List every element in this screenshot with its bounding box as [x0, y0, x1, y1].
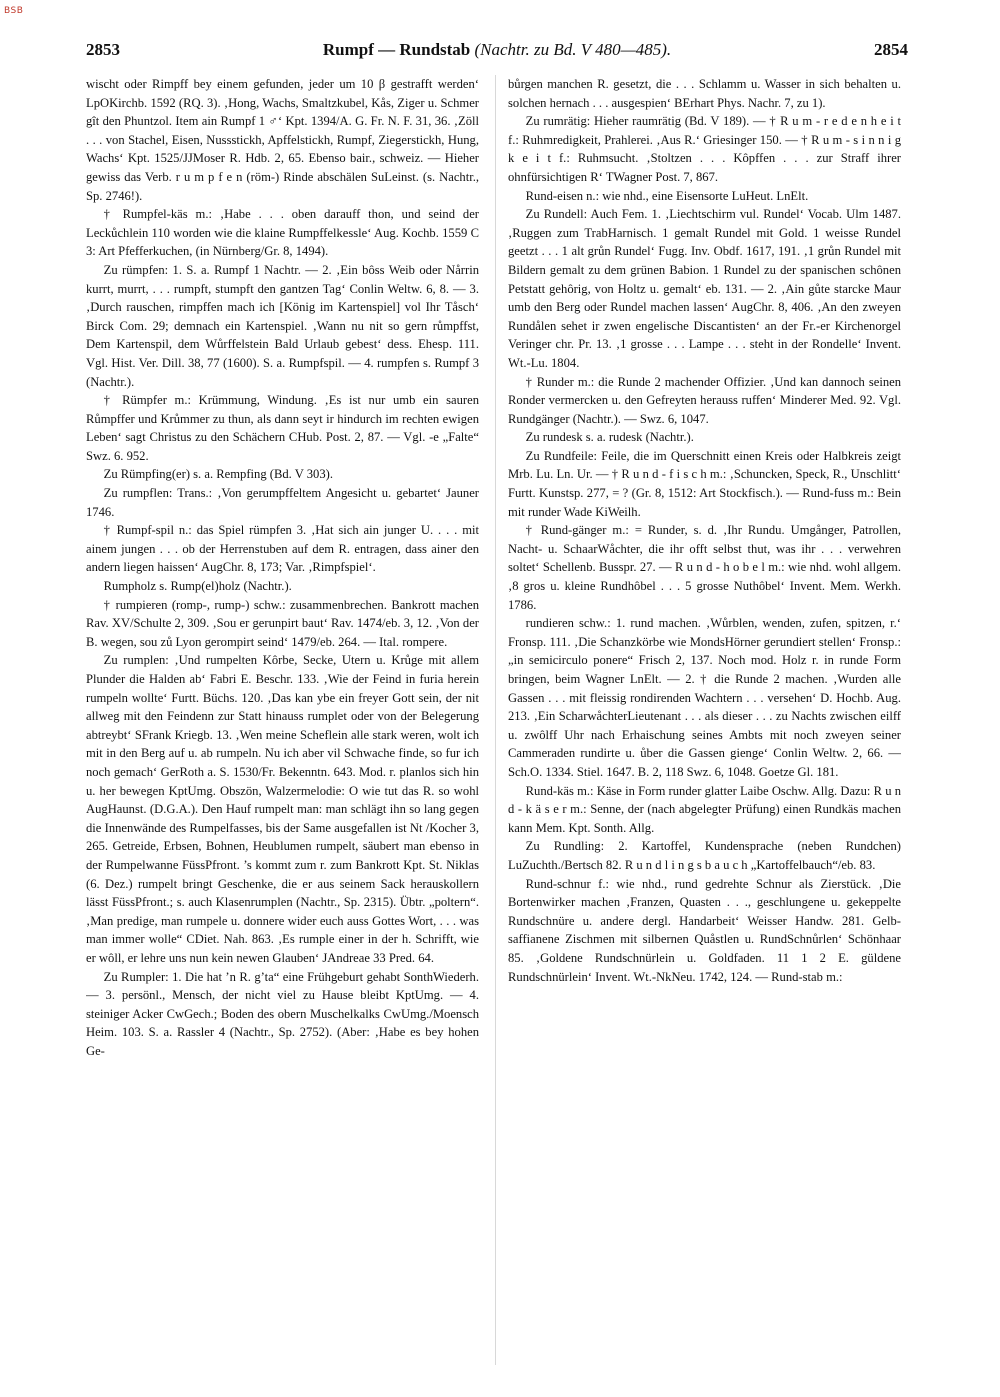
column-divider	[495, 75, 496, 1365]
entry-rumpfel-kaes: † Rumpfel-käs m.: ‚Habe . . . oben darauff thon, und seind der Leckůchlein 110 worden wie die klaine Rumpffelkessle‘ Aug. Kochb. 1559 C 3: Art Pfefferkuchen, (in Nürnberg/Gr. 8, 1494).	[86, 207, 479, 259]
running-title-keywords: Rumpf — Rundstab	[322, 40, 471, 59]
entry-rundesk: Zu rundesk s. a. rudesk (Nachtr.).	[525, 430, 694, 445]
entry-rumraetig: Zu rumrätig: Hieher raumrätig (Bd. V 189). — † R u m - r e d e n h e i t f.: Ruhmredigkeit, Prahlerei. ‚Aus R.‘ Griesinger 150. — † R u m - s i n n i g k e i t f.: Ruhmsucht. ‚Stoltzen . . . Kôpffen . . . zur Straff ihrer ohnfürsichtigen R‘ TWagner Post. 7, 867.	[508, 114, 901, 184]
entry-rundieren: rundieren schw.: 1. rund machen. ‚Wůrblen, wenden, zufen, spitzen, r.‘ Fronsp. 111. ‚Die Schanzkörbe wie MondsHörner gerundiert stellen‘ Fronsp.: „in semicirculo ponere“ Frisch 2, 137. Noch mod. Holz r. in runde Form bringen, beim Wagner LnElt. — 2. † die Runde 2 machen. ‚Wurden alle Gassen . . . mit fleissig rondirenden Wachtern . . . versehen‘ D. Hochb. Aug. 213. ‚Ein ScharwåchterLieutenant . . . als dieser . . . zu Nachts zwischen eilff u. zwôlff Uhr nach Erhaischung seines Ambts mit noch zweyen seiner Cammeraden rundirte u. ůber die Gassen gienge‘ Conlin Weltw. 2, 66. — Sch.O. 1334. Stiel. 1647. B. 2, 118 Swz. 6, 1048. Goetze Gl. 181.	[508, 616, 901, 779]
entry-rundfeile: Zu Rundfeile: Feile, die im Querschnitt einen Kreis oder Halbkreis zeigt Mrb. Lu. Ln. Ur. — † R u n d - f i s c h m.: ‚Schuncken, Speck, R., Unschlitt‘ Furtt. Kunstsp. 277, = ? (Gr. 8, 1512: Art Stockfisch.). — Rund-fuss m.: Bein mit runder Wade KiWeilh.	[508, 448, 901, 519]
entry-rund-kaes: Rund-käs m.: Käse in Form runder glatter Laibe Oschw. Allg. Dazu: R u n d - k ä s e r m.: Senne, der (nach abgelegter Prüfung) einen Rundkäs machen kann Mem. Kpt. Sonth. Allg.	[508, 783, 901, 835]
page-header	[86, 40, 908, 66]
running-title-reference: (Nachtr. zu Bd. V 480—485).	[474, 40, 672, 59]
page-number-left: 2853	[86, 40, 120, 59]
entry-rumpflen: Zu rumpflen: Trans.: ‚Von gerumpffeltem Angesicht u. gebartet‘ Jauner 1746.	[86, 486, 479, 519]
entry-ruempfen: Zu rümpfen: 1. S. a. Rumpf 1 Nachtr. — 2. ‚Ein bôss Weib oder Nårrin kurrt, murrt, . . . rumpft, stumpft den gantzen Tag‘ Conlin Weltw. 6, 8. — 3. ‚Durch rauschen, rimpffen mach ich [König im Kartenspiel] vol Ihr Tåsch‘ Birck Com. 29; demnach ein Kartenspiel. ‚Wann nu nit so gern růmpffst, Dem Kartenspil, dem Wůrffelstein Bald Urlaub gebest‘ dess. Ehesp. 111. Vgl. Hist. Ver. Dill. 38, 77 (1600). S. a. Rumpfspil. — 4. rumpfen s. Rumpf 3 (Nachtr.).	[86, 262, 479, 389]
library-stamp: BSB	[4, 6, 24, 16]
running-title	[86, 40, 908, 60]
entry-rundling: Zu Rundling: 2. Kartoffel, Kundensprache (neben Rundchen) LuZuchth./Bertsch 82. R u n d l i n g s b a u c h „Kartoffelbauch“/eb. 83.	[508, 839, 901, 872]
entry-runder: † Runder m.: die Runde 2 machender Offizier. ‚Und kan dannoch seinen Ronder vermercken u. den Gefreyten herauss ruffen‘ Minderer Med. 92. Vgl. Rundgänger (Nachtr.). — Swz. 6, 1047.	[508, 374, 901, 426]
entry-rumpf-spil: † Rumpf-spil n.: das Spiel rümpfen 3. ‚Hat sich ain junger U. . . . mit ainem jungen . . . ob der Herrenstuben auf dem R. entragen, dass ainer den andern liegen haissen‘ AugChr. 8, 173; Var. ‚Rimpfspiel‘.	[86, 523, 479, 575]
entry-rumpler: Zu Rumpler: 1. Die hat ’n R. g’ta“ eine Frühgeburt gehabt SonthWiederh. — 3. persönl., Mensch, der nicht viel zu Hause bleibt KptUmg. — 4. steiniger Acker CwGech.; Boden des obern Muschelkalks CwUmg./Moensch Heim. 103. S. a. Rassler 4 (Nachtr., Sp. 2752). (Aber: ‚Habe es bey hohen Ge-	[86, 969, 479, 1058]
entry-rumplen: Zu rumplen: ‚Und rumpelten Kôrbe, Secke, Utern u. Krůge mit allem Plunder die Halden ab‘ Fabri E. Beschr. 133. ‚Wie der Feind in furia herein rumpeln wollte‘ Furtt. Büchs. 120. ‚Das kan ybe ein freyer Gott sein, der nit allweg mit den Feindenn zur Statt hinauss rumplet oder von der Belegerung abtreybt‘ SFrank Kriegb. 13. ‚Wen meine Scheflein alle stark weren, wolt ich mit in den Berg auf u. ab rumpeln. Nu ich aber vil Schwache finde, so fur ich noch gemach‘ GerRoth a. S. 1530/Fr. Bekenntn. 643. Mod. r. planlos sich hin u. her bewegen KptUmg. Obszön, Walzermelodie: O wie tut das R. so wohl AugHaunst. (D.G.A.). Den Hauf rumpelt man: man schlägt ihn so lang gegen die Innenwände des Rumpelfasses, bis der Same ausgefallen ist Nt /Kocher 3, 265. Getreide, Erbsen, Bohnen, Heublumen rumpelt, säubert man ebenso in der Rumpelwanne FüssPfront. ’s kommt zum r. zum Bankrott Kpt. St. Niklas (6. Dez.) rumpelt bringt Geschenke, die er aus seinem Sack herauskollern lässt FüssPfront.; s. auch Klasenrumplen (Nachtr., Sp. 2315). Übtr. „poltern“. ‚Man predige, man rumpele u. donnere wider euch auss Gottes Wort, . . . was man immer wolle“ CDiet. Nah. 863. ‚Es rumple einer in der h. Schrifft, wie er wôll, er lehre uns nun kein newen Glauben‘ JAndreae 33 Pred. 64.	[86, 653, 479, 965]
entry-rundell: Zu Rundell: Auch Fem. 1. ‚Liechtschirm vul. Rundel‘ Vocab. Ulm 1487. ‚Ruggen zum TrabHarnisch. 1 gemalt Rundel mit Gold. 1 weisse Rundel geetzt . . . 1 alt grůn Rundel‘ Fugg. Inv. Obdf. 1617, 191. ‚1 grůn Rundel mit Bildern gemalt zu dem grünen Babion. 1 Rundel zu der spanischen schônen Petstatt gehôrig, von Holtz u. gemalt‘ eb. 131. — 2. ‚Ain gůte starcke Maur umb den Berg oder Rundel machen lassen‘ AugChr. 8, 406. ‚An den zweyen Rundålen sehet ir zwen engelische Discantisten‘ an der Fr.-er Kirchenorgel Veringer chr. Pr. 13. ‚1 grosse . . . Lampe . . . steht in der Rondelle‘ Invent. Wt.-Lu. 1804.	[508, 207, 901, 370]
entry-rund-eisen: Rund-eisen n.: wie nhd., eine Eisensorte LuHeut. LnElt.	[525, 188, 809, 203]
entry-ruempfer: † Rümpfer m.: Krümmung, Windung. ‚Es ist nur umb ein sauren Růmpffer und Krůmmer zu thun, als dann seyt ir hindurch im rechten ewigen Leben‘ sagt Christus zu den Schächern CHub. Post. 2, 87. — Vgl. -e „Falte“ Swz. 6. 952.	[86, 393, 479, 463]
entry-rund-schnur: Rund-schnur f.: wie nhd., rund gedrehte Schnur als Zierstück. ‚Die Bortenwirker machen ‚Franzen, Quasten . . ., geschlungene u. gekeppelte Rundschnüre u. andere dergl. Handarbeit‘ Weisser Handw. 281. Gelb-saffianene Zischmen mit silbernen Quåstlen u. RundSchnůrlen‘ Schönhaar 85. ‚Goldene Rundschnürlein u. Goldfaden. 11 1 2 E. güldene Rundschnürlein‘ Invent. Wt.-NkNeu. 1742, 124. — Rund-stab m.:	[508, 876, 901, 984]
left-column	[86, 75, 479, 1375]
entry-rumpholz: Rumpholz s. Rump(el)holz (Nachtr.).	[103, 579, 292, 594]
entry-rumpieren: † rumpieren (romp-, rump-) schw.: zusammenbrechen. Bankrott machen Rav. XV/Schulte 2, 309. ‚Sou er gerunpirt baut‘ Rav. 1474/eb. 3, 12. ‚Von der B. wegen, sou zů Lyon gerompirt seind‘ 1479/eb. 264. — Ital. rompere.	[86, 597, 479, 649]
entry-rund-gaenger: † Rund-gänger m.: = Runder, s. d. ‚Ihr Rundu. Umgånger, Patrollen, Nacht- u. SchaarWåchter, die ihr offt selbst thut, was ihr . . . verwehren soltet‘ Schellenb. Busspr. 27. — R u n d - h o b e l m.: wie nhd. wohl allgem. ‚8 gros u. kleine Rundhôbel . . . 5 grosse Nuthôbel‘ Invent. Mem. Werkh. 1786.	[508, 523, 901, 612]
entry-rumpler-cont: bůrgen manchen R. gesetzt, die . . . Schlamm u. Wasser in sich behalten u. solchen hernach . . . ausgespien‘ BErhart Phys. Nachr. 7, zu 1).	[508, 77, 901, 110]
page-number-right: 2854	[874, 40, 908, 59]
right-column	[508, 75, 901, 1375]
entry-rumpf-cont: wischt oder Rimpff bey einem gefunden, jeder um 10 β gestrafft werden‘ LpOKirchb. 1592 (RQ. 3). ‚Hong, Wachs, Smaltzkubel, Kås, Ziger u. Schmer gît den Phuntzol. Item ain Rumpf 1 ♂‘ Kpt. 1394/A. G. Fr. N. F. 31, 36. ‚Zöll . . . von Stachel, Eisen, Nussstickh, Apffelstickh, Rumpf, Ziegerstickh, Hung, Wachs‘ Kpt. 1525/JJMoser R. Hdb. 2, 65. Ebenso bair., schweiz. — Hieher gewiss das Verb. r u m p f e n (röm-) Rinde abschälen SuLeinst. (s. Nachtr., Sp. 2746!).	[86, 77, 479, 203]
entry-ruempfinger: Zu Rümpfing(er) s. a. Rempfing (Bd. V 303).	[103, 467, 333, 482]
